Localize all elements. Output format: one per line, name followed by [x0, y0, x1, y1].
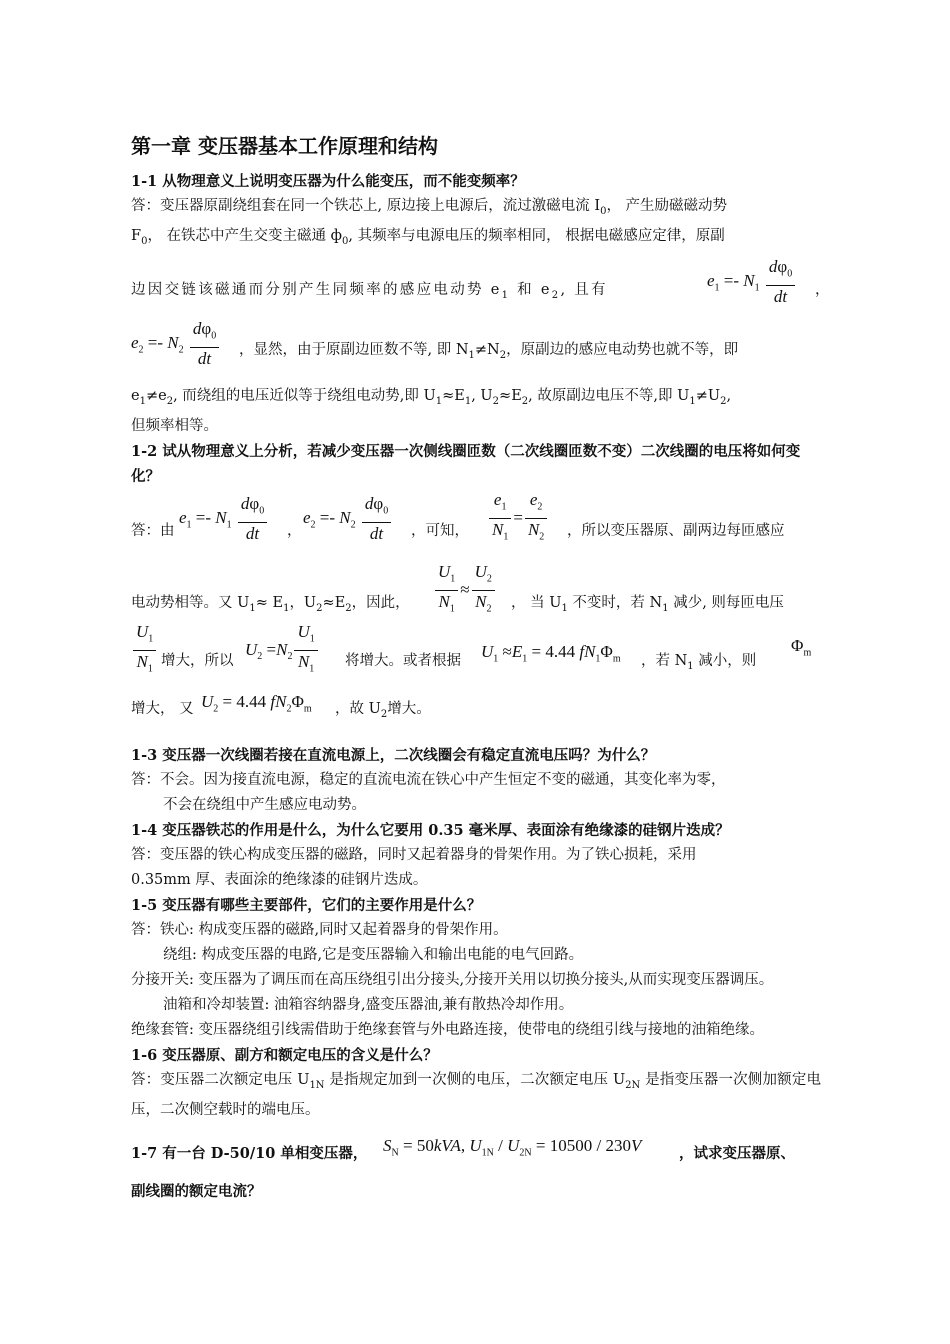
answer-1-3-line2: 不会在绕组中产生感应电动势。: [163, 796, 366, 813]
answer-1-4-line2: 0.35mm 厚、表面涂的绝缘漆的硅钢片迭成。: [131, 871, 428, 888]
question-1-2: 1-2 试从物理意义上分析，若减少变压器一次侧线圈匝数（二次线圈匝数不变）二次线圈的电压将如何变化？: [131, 442, 801, 485]
answer-1-2-line3: $\frac{U_1}{N_1}$ 增大，所以 $U_2 =N_2$ $\frac{U_1}{N_1}$ 将增大。或者根据 $U_1 \approx E_1 = 4.44$ $fN_1\Phi_m$ ，若 $N_1$ 减小，则 $\Phi_m$: [131, 619, 821, 681]
equation-ratio-u: $\frac{U_1}{N_1}$ ≈ $\frac{U_2}{N_2}$: [433, 561, 497, 621]
chapter-title: 第一章 变压器基本工作原理和结构: [131, 134, 438, 158]
document-page: [131, 130, 830, 1204]
equation-e2: $e_2 =- N_2$ $\frac{d\varphi_0}{dt}$: [131, 318, 221, 370]
answer-1-4-line1: 答：变压器的铁心构成变压器的磁路，同时又起着器身的骨架作用。为了铁心损耗，采用: [131, 846, 697, 863]
question-1-7-line2: 副线圈的额定电流？: [131, 1182, 262, 1200]
answer-1-5-tank: 油箱和冷却装置: 油箱容纳器身,盛变压器油,兼有散热冷却作用。: [163, 996, 574, 1013]
answer-1-1-line1: 答：变压器原副绕组套在同一个铁芯上, 原边接上电源后，流过激磁电流 $I_0$， 产生励磁磁动势: [131, 198, 728, 217]
answer-1-5-winding: 绕组: 构成变压器的电路,它是变压器输入和输出电能的电气回路。: [163, 946, 584, 963]
equation-e1-b: $e_1 =- N_1$ $\frac{d\varphi_0}{dt}$: [179, 493, 269, 545]
answer-1-1-line5: $e_1\ne e_2$, 而绕组的电压近似等于绕组电动势,即 $U_1\approx E_1$, $U_2\approx E_2$, 故原副边电压不等,即 $U_1\ne U_2$,: [131, 387, 732, 407]
answer-1-5-tap-changer: 分接开关: 变压器为了调压而在高压绕组引出分接头,分接开关用以切换分接头,从而实现变压器调压。: [131, 971, 774, 988]
answer-1-2-line1: 答：由 $e_1 =- N_1$ $\frac{d\varphi_0}{dt}$ ， $e_2 =- N_2$ $\frac{d\varphi_0}{dt}$ ，可知， $\frac{e_1}{N_1}$ = $\frac{e_2}{N_2}$ ，所以变压器原、副两边每匝感应: [131, 489, 821, 551]
equation-u1-emf: $U_1 \approx E_1 = 4.44$ $fN_1\Phi_m$: [481, 641, 621, 665]
question-1-1: 1-1 从物理意义上说明变压器为什么能变压，而不能变频率？: [131, 173, 525, 190]
question-1-7-line1: 1-7 有一台 D-50/10 单相变压器， $S_N = 50kVA$, $U_{1N} / U_{2N} = 10500 / 230V$ ，试求变压器原、: [131, 1129, 821, 1169]
answer-1-2-line4: 增大， 又 $U_2 = 4.44$ $fN_2\Phi_m$ ，故 $U_2$增大。: [131, 685, 821, 725]
answer-1-1-line6: 但频率相等。: [131, 417, 218, 434]
equation-u1-n1: $\frac{U_1}{N_1}$: [131, 621, 158, 681]
question-1-4: 1-4 变压器铁芯的作用是什么，为什么它要用 0.35 毫米厚、表面涂有绝缘漆的硅钢片迭成？: [131, 821, 730, 839]
equation-rating: $S_N = 50kVA$, $U_{1N} / U_{2N} = 10500 / 230V$: [383, 1135, 642, 1158]
answer-1-6: 答：变压器二次额定电压 $U_{1N}$ 是指规定加到一次侧的电压，二次额定电压 $U_{2N}$ 是指变压器一次侧加额定电压，二次侧空载时的端电压。: [131, 1071, 822, 1118]
equation-e1: $e_1 =- N_1$ $\frac{d\varphi_0}{dt}$: [707, 256, 797, 308]
answer-1-1-line3: 边因交链该磁通而分别产生同频率的感应电动势 $e_1$ 和 $e_2$, 且有 $e_1 =- N_1$ $\frac{d\varphi_0}{dt}$ ，: [131, 256, 830, 307]
equation-u2: $U_2 =N_2$ $\frac{U_1}{N_1}$: [245, 621, 320, 681]
answer-1-3-line1: 答：不会。因为接直流电源，稳定的直流电流在铁心中产生恒定不变的磁通，其变化率为零，: [131, 771, 726, 788]
answer-1-1-line2: $F_0$， 在铁芯中产生交变主磁通 $ф_0$, 其频率与电源电压的频率相同， 根据电磁感应定律，原副: [131, 227, 725, 247]
answer-1-1-line4: $e_2 =- N_2$ $\frac{d\varphi_0}{dt}$ ，显然，由于原副边匝数不等, 即 $N_1\ne N_2$，原副边的感应电动势也就不等，即: [131, 318, 739, 369]
answer-1-5-core: 答：铁心: 构成变压器的磁路,同时又起着器身的骨架作用。: [131, 921, 508, 938]
question-1-6: 1-6 变压器原、副方和额定电压的含义是什么？: [131, 1046, 438, 1064]
equation-ratio-e: $\frac{e_1}{N_1}$ = $\frac{e_2}{N_2}$: [487, 489, 549, 549]
equation-u2-emf: $U_2 = 4.44$ $fN_2\Phi_m$: [201, 691, 312, 715]
question-1-3: 1-3 变压器一次线圈若接在直流电源上，二次线圈会有稳定直流电压吗？为什么？: [131, 746, 656, 764]
question-1-5: 1-5 变压器有哪些主要部件，它们的主要作用是什么？: [131, 896, 482, 914]
equation-phi-m: $\Phi_m$: [791, 635, 812, 659]
answer-1-5-bushing: 绝缘套管: 变压器绕组引线需借助于绝缘套管与外电路连接，使带电的绕组引线与接地的油箱绝缘。: [131, 1021, 764, 1038]
answer-1-2-line2: 电动势相等。又 $U_1\approx E_1$，$U_2\approx E_2$，因此， $\frac{U_1}{N_1}$ ≈ $\frac{U_2}{N_2}$ ， 当 $U_1$ 不变时，若 $N_1$ 减少, 则每匝电压: [131, 557, 821, 617]
equation-e2-b: $e_2 =- N_2$ $\frac{d\varphi_0}{dt}$: [303, 493, 393, 545]
